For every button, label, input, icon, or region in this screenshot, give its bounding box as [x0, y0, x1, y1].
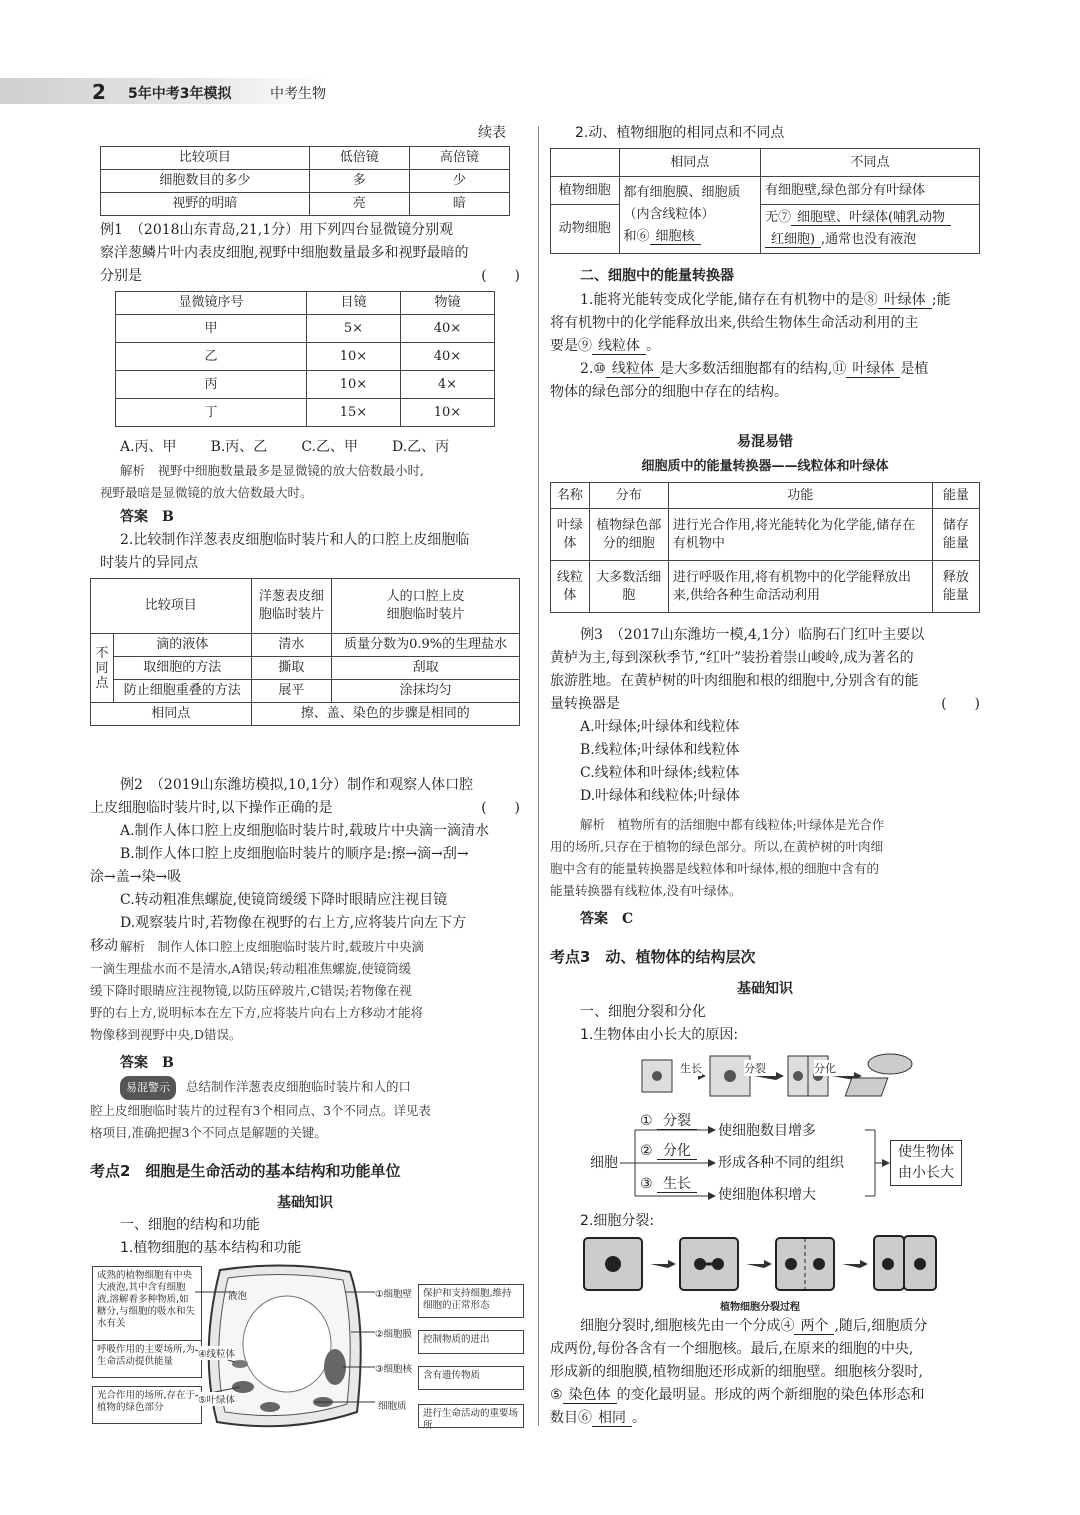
table-row: 取细胞的方法 撕取 刮取 — [91, 657, 520, 680]
example-3-answer: 答案 C — [580, 911, 634, 927]
mix-title: 易混易错 — [737, 434, 793, 450]
vacuole-box: 成熟的植物细胞有中央大液泡,其中含有细胞液,溶解着多种物质,如糖分,与细胞的吸水和失水有关 — [92, 1266, 202, 1342]
cytoplasm-label: 细胞质 — [378, 1401, 407, 1412]
division-2: 2.细胞分裂: — [580, 1213, 655, 1229]
warning-note: 易混警示 总结制作洋葱表皮细胞临时装片和人的口 腔上皮细胞临时装片的过程有3个相同点、3个不同点。详见表 格项目,准确把握3个不同点是解题的关键。 — [90, 1076, 520, 1144]
sub-heading-1-1: 1.植物细胞的基本结构和功能 — [120, 1240, 302, 1256]
example-1-answer: 答案 B — [120, 509, 174, 525]
example-1: 例1 （2018山东青岛,21,1分）用下列四台显微镜分别观 察洋葱鳞片叶内表皮细胞,视野中细胞数量最多和视野最暗的 分别是 ( ) — [100, 222, 520, 284]
table-header: 高倍镜 — [409, 147, 509, 170]
cell-membrane-label: ②细胞膜 — [375, 1329, 413, 1340]
energy-paragraphs: 1.能将光能转变成化学能,储存在有机物中的是⑧ 叶绿体 ;能 将有机物中的化学能释放出来,供给生物体生命活动利用的主 要是⑨ 线粒体 。 2.⑩ 线粒体 是大多数活细胞都有的结构,⑪ 叶绿体 是植 物体的绿色部分的细胞中存在的结构。 — [550, 292, 951, 400]
chloroplast-box: 光合作用的场所,存在于植物的绿色部分 — [92, 1386, 202, 1424]
division-caption: 植物细胞分裂过程 — [720, 1302, 800, 1313]
cell-division-icon — [582, 1234, 942, 1294]
nucleus-function-box: 含有遗传物质 — [418, 1366, 524, 1390]
map-cell-label: 细胞 — [590, 1155, 618, 1171]
mitochondria-box: 呼吸作用的主要场所,为生命活动提供能量 — [92, 1340, 202, 1378]
basic-knowledge-label: 基础知识 — [277, 1195, 333, 1211]
kp2-title: 考点2 细胞是生命活动的基本结构和功能单位 — [90, 1162, 401, 1180]
table-row: 丁 15× 10× — [116, 399, 495, 427]
animal-plant-table: 相同点 不同点 植物细胞 都有细胞膜、细胞质 （内含线粒体） 和⑥ 细胞核 有细胞壁,绿色部分有叶绿体 动物细胞 无⑦ 细胞壁、叶绿体(哺乳动物 红细胞) ,通常也没有液泡 — [550, 148, 980, 254]
map-row-1: ① 分裂 — [640, 1110, 697, 1133]
mix-subtitle: 细胞质中的能量转换器——线粒体和叶绿体 — [641, 459, 889, 474]
example-2: 例2 （2019山东潍坊模拟,10,1分）制作和观察人体口腔 上皮细胞临时装片时,以下操作正确的是 ( ) A.制作人体口腔上皮细胞临时装片时,载玻片中央滴一滴清水 B.制作人体口腔上皮细胞临时装片的顺序是:擦→滴→刮→ 涂→盖→染→吸 C.转动粗准焦螺旋,使镜筒缓缓下降时眼睛应注视目镜 D.观察装片时,若物像在视野的右上方,应将装片向左下方 移动 — [90, 777, 520, 954]
flow-label-differentiation: 分化 — [814, 1062, 836, 1075]
table-row: 视野的明暗 亮 暗 — [101, 193, 510, 216]
example-3-analysis: 解析 植物所有的活细胞中都有线粒体;叶绿体是光合作 用的场所,只存在于植物的绿色部分。所以,在黄栌树的叶肉细 胞中含有的能量转换器是线粒体和叶绿体,根的细胞中含有的 能量转换器有线粒体,没有叶绿体。 — [550, 817, 885, 898]
continued-label: 续表 — [478, 125, 506, 141]
table-row: 线粒体 大多数活细胞 进行呼吸作用,将有机物中的化学能释放出来,供给各种生命活动利用 释放能量 — [551, 561, 980, 613]
example-3: 例3 （2017山东潍坊一模,4,1分）临朐石门红叶主要以 黄栌为主,每到深秋季节,“红叶”装扮着崇山峻岭,成为著名的 旅游胜地。在黄栌树的叶肉细胞和根的细胞中,分别含有的能 量转换器是 ( ) A.叶绿体;叶绿体和线粒体 B.线粒体;叶绿体和线粒体 C.线粒体和叶绿体;线粒体 D.叶绿体和线粒体;叶绿体 — [550, 627, 980, 804]
kp3-title: 考点3 动、植物体的结构层次 — [550, 948, 756, 966]
table-row: 相同点 擦、盖、染色的步骤是相同的 — [91, 703, 520, 726]
warning-badge: 易混警示 — [120, 1076, 176, 1100]
book-title: 5年中考3年模拟 — [128, 86, 232, 102]
subject-label: 中考生物 — [270, 86, 326, 102]
table-row: 细胞数目的多少 多 少 — [101, 170, 510, 193]
division-title: 一、细胞分裂和分化 — [580, 1004, 706, 1020]
division-1: 1.生物体由小长大的原因: — [580, 1027, 739, 1043]
example-2-analysis: 解析 制作人体口腔上皮细胞临时装片时,载玻片中央滴 一滴生理盐水而不是清水,A错误;转动粗准焦螺旋,使镜筒缓 缓下降时眼睛应注视物镜,以防压碎玻片,C错误;若物像在视 野的右上方,说明标本在左下方,应将装片向右上方移动才能将 物像移到视野中央,D错误。 — [90, 939, 424, 1042]
table-row: 甲 5× 40× — [116, 315, 495, 343]
table-row: 植物细胞 都有细胞膜、细胞质 （内含线粒体） 和⑥ 细胞核 有细胞壁,绿色部分有叶绿体 — [551, 177, 980, 205]
table-header: 低倍镜 — [309, 147, 409, 170]
table-row: 动物细胞 无⑦ 细胞壁、叶绿体(哺乳动物 红细胞) ,通常也没有液泡 — [551, 205, 980, 254]
vacuole-label: 液泡 — [228, 1291, 248, 1302]
flow-label-division: 分裂 — [744, 1062, 766, 1075]
right-section-2-title: 2.动、植物细胞的相同点和不同点 — [575, 125, 785, 141]
cell-wall-label: ①细胞壁 — [375, 1289, 413, 1300]
table-row: 乙 10× 40× — [116, 343, 495, 371]
page-number: 2 — [92, 80, 106, 104]
map-row-3: ③ 生长 — [640, 1173, 697, 1196]
division-paragraph: 细胞分裂时,细胞核先由一个分成④ 两个 ,随后,细胞质分 成两份,每份各含有一个细胞核。最后,在原来的细胞的中央, 形成新的细胞膜,植物细胞还形成新的细胞壁。细胞核分裂时, ⑤ 染色体 的变化最明显。形成的两个新细胞的染色体形态和 数目⑥ 相同 。 — [550, 1318, 928, 1426]
chloroplast-label: ⑤叶绿体 — [198, 1392, 235, 1406]
table-row: 防止细胞重叠的方法 展平 涂抹均匀 — [91, 680, 520, 703]
table-header: 比较项目 — [101, 147, 310, 170]
slide-prep-table: 比较项目 洋葱表皮细 胞临时装片 人的口腔上皮 细胞临时装片 不同点 滴的液体 清水 质量分数为0.9%的生理盐水 取细胞的方法 撕取 刮取 防止细胞重叠的方法 展平 涂抹均匀 相同点 擦、盖、染色的步骤是相同的 — [90, 578, 520, 726]
energy-title: 二、细胞中的能量转换器 — [580, 268, 734, 284]
magnification-table — [100, 146, 510, 216]
membrane-function-box: 控制物质的进出 — [418, 1330, 524, 1354]
mitochondria-label: ④线粒体 — [198, 1346, 235, 1360]
column-divider — [538, 126, 539, 1426]
flow-label-growth: 生长 — [680, 1062, 702, 1075]
sub-heading-1: 一、细胞的结构和功能 — [120, 1217, 260, 1233]
map-row-1-text: 使细胞数目增多 — [718, 1123, 816, 1139]
cell-wall-function-box: 保护和支持细胞,维持细胞的正常形态 — [418, 1284, 524, 1318]
organelle-table: 名称 分布 功能 能量 叶绿体 植物绿色部分的细胞 进行光合作用,将光能转化为化学能,储存在有机物中 储存能量 线粒体 大多数活细胞 进行呼吸作用,将有机物中的化学能释放出来,供给各种生命活动利用 释放能量 — [550, 482, 980, 613]
microscope-table: 显微镜序号 目镜 物镜 甲 5× 40× 乙 10× 40× 丙 10× 4× 丁 15× 10× — [115, 291, 495, 427]
table-row: 不同点 滴的液体 清水 质量分数为0.9%的生理盐水 — [91, 634, 520, 657]
map-result-box: 使生物体由小长大 — [890, 1140, 962, 1186]
map-row-2: ② 分化 — [640, 1140, 697, 1163]
basic-knowledge-label-2: 基础知识 — [737, 981, 793, 997]
map-row-2-text: 形成各种不同的组织 — [718, 1155, 844, 1171]
map-row-3-text: 使细胞体积增大 — [718, 1187, 816, 1203]
example-1-analysis: 解析 视野中细胞数量最多是显微镜的放大倍数最小时, 视野最暗是显微镜的放大倍数最大时。 — [100, 463, 424, 500]
example-2-answer: 答案 B — [120, 1055, 174, 1071]
table-row: 叶绿体 植物绿色部分的细胞 进行光合作用,将光能转化为化学能,储存在有机物中 储存能量 — [551, 509, 980, 561]
table-row: 丙 10× 4× — [116, 371, 495, 399]
cytoplasm-function-box: 进行生命活动的重要场所 — [418, 1404, 524, 1428]
nucleus-label: ③细胞核 — [375, 1364, 413, 1375]
section-2-intro: 2.比较制作洋葱表皮细胞临时装片和人的口腔上皮细胞临 时装片的异同点 — [100, 532, 470, 571]
example-1-options: A.丙、甲 B.丙、乙 C.乙、甲 D.乙、丙 — [120, 439, 450, 455]
